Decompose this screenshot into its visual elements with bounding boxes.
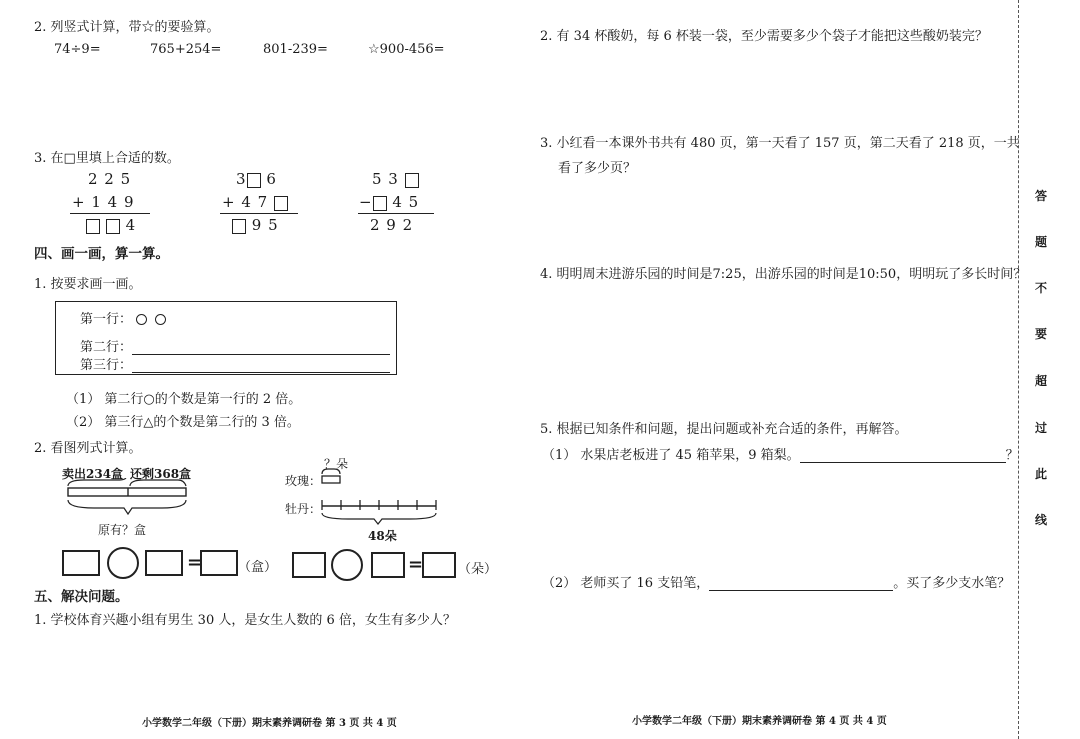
operator-circle[interactable]	[331, 549, 363, 581]
box-diagram	[64, 478, 194, 522]
problem-4: 4. 明明周末进游乐园的时间是7:25，出游乐园的时间是10:50，明明玩了多长时间？	[540, 267, 1027, 282]
left-footer: 小学数学二年级（下册）期末素养调研卷 第 3 页 共 4 页	[142, 718, 397, 729]
blank-box[interactable]	[405, 173, 419, 188]
rose-question: ？朵	[324, 457, 349, 471]
circle-icon	[136, 314, 147, 325]
problem-5-1: （1） 水果店老板进了 45 箱苹果，9 箱梨。 ？	[542, 448, 1019, 463]
puzzle1-row3: 4	[86, 216, 136, 234]
original-label: 原有？盒	[98, 523, 147, 537]
answer-box[interactable]	[422, 552, 456, 578]
margin-char: 答	[1034, 189, 1047, 203]
margin-char: 不	[1034, 281, 1047, 295]
blank-box[interactable]	[274, 196, 288, 211]
answer-box[interactable]	[145, 550, 183, 576]
answer-line[interactable]	[709, 576, 893, 591]
blank-box[interactable]	[86, 219, 100, 234]
unit-flower: （朵）	[458, 562, 498, 577]
draw-row1: 第一行：	[80, 308, 166, 327]
right-footer: 小学数学二年级（下册）期末素养调研卷 第 4 页 共 4 页	[632, 716, 887, 727]
section5-heading: 五、解决问题。	[34, 589, 129, 605]
blank-box[interactable]	[247, 173, 261, 188]
answer-line[interactable]	[800, 448, 1006, 463]
drawing-box[interactable]	[55, 301, 397, 375]
flower-diagram	[318, 466, 442, 528]
remain-label: 还剩368盒	[130, 467, 192, 481]
puzzle3-line	[358, 213, 434, 214]
problem-2: 2. 有 34 杯酸奶，每 6 杯装一袋，至少需要多少个袋子才能把这些酸奶装完？	[540, 29, 988, 44]
puzzle2-row3: 9 5	[232, 216, 279, 234]
puzzle1-row1: 2 2 5	[88, 170, 132, 188]
margin-char: 要	[1034, 327, 1047, 341]
rose-label: 玫瑰：	[285, 474, 322, 488]
calc-item: ☆900-456=	[368, 42, 445, 57]
answer-box[interactable]	[292, 552, 326, 578]
blank-box[interactable]	[373, 196, 387, 211]
draw-title: 1. 按要求画一画。	[34, 277, 142, 292]
margin-char: 超	[1034, 374, 1047, 388]
left-q3-title: 3. 在□里填上合适的数。	[34, 151, 180, 166]
problem-3-line1: 3. 小红看一本课外书共有 480 页，第一天看了 157 页，第二天看了 218 页，一共	[540, 136, 1020, 151]
left-q2-title: 2. 列竖式计算，带☆的要验算。	[34, 20, 220, 35]
margin-char: 此	[1034, 467, 1047, 481]
peony-count: 48朵	[368, 529, 397, 543]
problem-3-line2: 看了多少页？	[558, 161, 637, 176]
blank-box[interactable]	[106, 219, 120, 234]
answer-box[interactable]	[62, 550, 100, 576]
circle-icon	[155, 314, 166, 325]
problem-5-2: （2） 老师买了 16 支铅笔， 。买了多少支水笔？	[542, 576, 1011, 591]
puzzle3-row1: 5 3	[372, 170, 419, 188]
puzzle2-row2: + 4 7	[222, 193, 288, 211]
problem-1: 1. 学校体育兴趣小组有男生 30 人，是女生人数的 6 倍，女生有多少人？	[34, 613, 456, 628]
blank-box[interactable]	[232, 219, 246, 234]
problem-5: 5. 根据已知条件和问题，提出问题或补充合适的条件，再解答。	[540, 422, 908, 437]
margin-char: 过	[1034, 421, 1047, 435]
binding-line	[1018, 0, 1019, 739]
draw-row2: 第二行：	[80, 336, 390, 355]
peony-label: 牡丹：	[285, 502, 322, 516]
margin-char: 线	[1034, 513, 1047, 527]
puzzle1-line	[70, 213, 150, 214]
draw-req2: （2） 第三行△的个数是第二行的 3 倍。	[66, 415, 300, 430]
calc-item: 801-239=	[263, 42, 328, 57]
answer-line[interactable]	[132, 360, 390, 373]
puzzle2-line	[220, 213, 298, 214]
puzzle3-row2: − 4 5	[359, 193, 420, 211]
answer-box[interactable]	[200, 550, 238, 576]
puzzle2-row1: 3 6	[236, 170, 277, 188]
draw-req1: （1） 第二行○的个数是第一行的 2 倍。	[66, 392, 302, 407]
sold-label: 卖出234盒	[62, 467, 124, 481]
operator-circle[interactable]	[107, 547, 139, 579]
equals-sign: =	[408, 554, 424, 575]
margin-char: 题	[1034, 235, 1047, 249]
section4-heading: 四、画一画，算一算。	[34, 246, 169, 262]
puzzle1-row2: + 1 4 9	[72, 193, 135, 211]
answer-box[interactable]	[371, 552, 405, 578]
puzzle3-row3: 2 9 2	[370, 216, 414, 234]
unit-box: （盒）	[238, 560, 278, 575]
draw-row3: 第三行：	[80, 354, 390, 373]
equals-sign: =	[187, 552, 203, 573]
look-title: 2. 看图列式计算。	[34, 441, 142, 456]
calc-item: 74÷9=	[54, 42, 101, 57]
calc-item: 765+254=	[150, 42, 222, 57]
